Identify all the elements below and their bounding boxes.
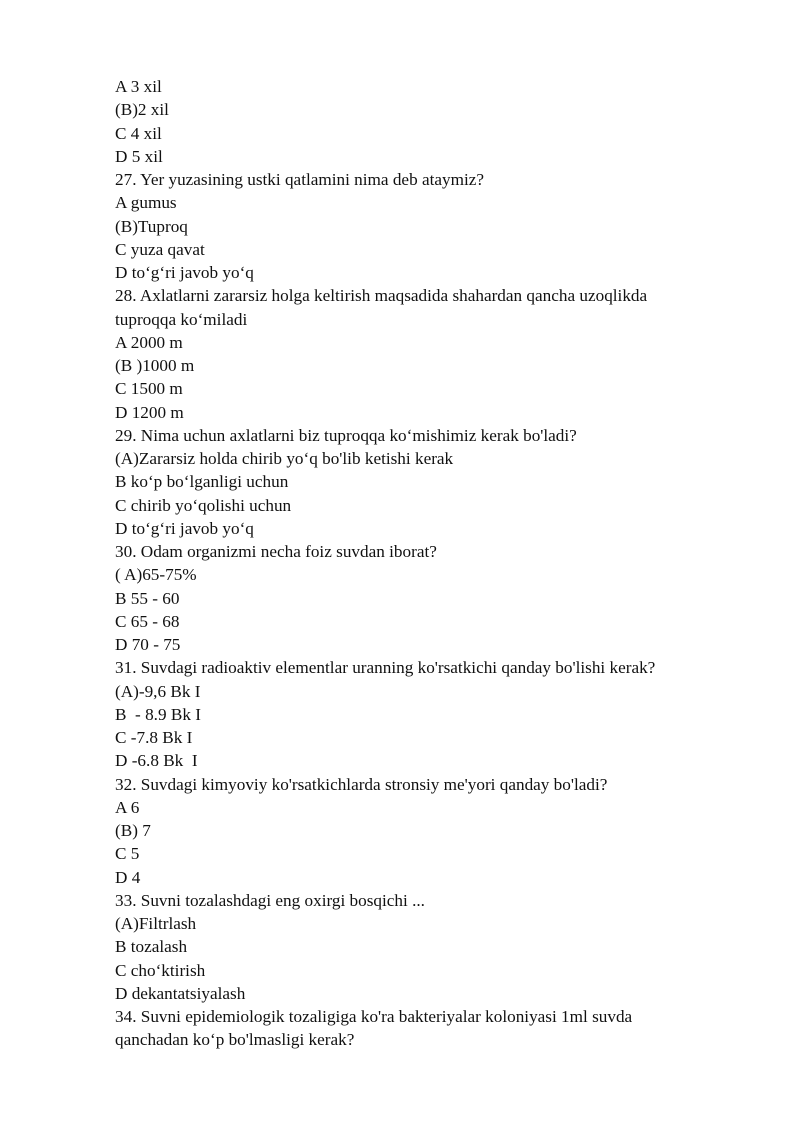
answer-option: C 1500 m (115, 379, 183, 399)
answer-option: A 3 xil (115, 77, 162, 96)
question-29: 29. Nima uchun axlatlarni biz tuproqqa ko‘mishimiz kerak bo'ladi? (115, 425, 577, 445)
question-33: 33. Suvni tozalashdagi eng oxirgi bosqichi ... (115, 890, 425, 910)
answer-option: (B) 7 (115, 821, 151, 840)
question-28-continued: tuproqqa ko‘miladi (115, 309, 248, 329)
answer-option: B tozalash (115, 937, 188, 957)
answer-option: (A)-9,6 Bk I (115, 681, 201, 701)
answer-option: C cho‘ktirish (115, 960, 206, 980)
answer-option: D 70 - 75 (115, 635, 181, 654)
question-30: 30. Odam organizmi necha foiz suvdan iborat? (115, 542, 437, 561)
answer-option: (A)Filtrlash (115, 914, 197, 933)
text-body (115, 75, 715, 1052)
question-34-continued: qanchadan ko‘p bo'lmasligi kerak? (115, 1030, 355, 1050)
question-32: 32. Suvdagi kimyoviy ko'rsatkichlarda stronsiy me'yori qanday bo'ladi? (115, 774, 608, 794)
answer-option: (A)Zararsiz holda chirib yo‘q bo'lib ketishi kerak (115, 449, 454, 468)
answer-option: (B )1000 m (115, 356, 195, 375)
question-28: 28. Axlatlarni zararsiz holga keltirish maqsadida shahardan qancha uzoqlikda (115, 286, 648, 306)
answer-option: D 1200 m (115, 402, 184, 422)
answer-option: B - 8.9 Bk I (115, 704, 201, 724)
answer-option: A 2000 m (115, 332, 183, 352)
answer-option: C yuza qavat (115, 239, 205, 259)
answer-option: D 5 xil (115, 146, 163, 166)
answer-option: (B)Tuproq (115, 216, 188, 236)
answer-option: ( A)65-75% (115, 565, 197, 585)
answer-option: A gumus (115, 193, 177, 213)
answer-option: C chirib yo‘qolishi uchun (115, 495, 292, 515)
answer-option: D -6.8 Bk I (115, 751, 198, 771)
question-27: 27. Yer yuzasining ustki qatlamini nima deb ataymiz? (115, 170, 484, 189)
answer-option: B 55 - 60 (115, 588, 180, 608)
answer-option: C 4 xil (115, 123, 162, 143)
answer-option: D to‘g‘ri javob yo‘q (115, 518, 254, 538)
answer-option: D 4 (115, 867, 141, 887)
answer-option: C -7.8 Bk I (115, 728, 193, 747)
answer-option: C 5 (115, 844, 140, 864)
question-31: 31. Suvdagi radioaktiv elementlar uranning ko'rsatkichi qanday bo'lishi kerak? (115, 658, 656, 678)
answer-option: A 6 (115, 797, 140, 817)
answer-option: (B)2 xil (115, 100, 169, 120)
question-34: 34. Suvni epidemiologik tozaligiga ko'ra bakteriyalar koloniyasi 1ml suvda (115, 1007, 633, 1026)
answer-option: D dekantatsiyalash (115, 983, 246, 1003)
answer-option: B ko‘p bo‘lganligi uchun (115, 472, 289, 492)
answer-option: C 65 - 68 (115, 611, 180, 631)
answer-option: D to‘g‘ri javob yo‘q (115, 263, 254, 282)
